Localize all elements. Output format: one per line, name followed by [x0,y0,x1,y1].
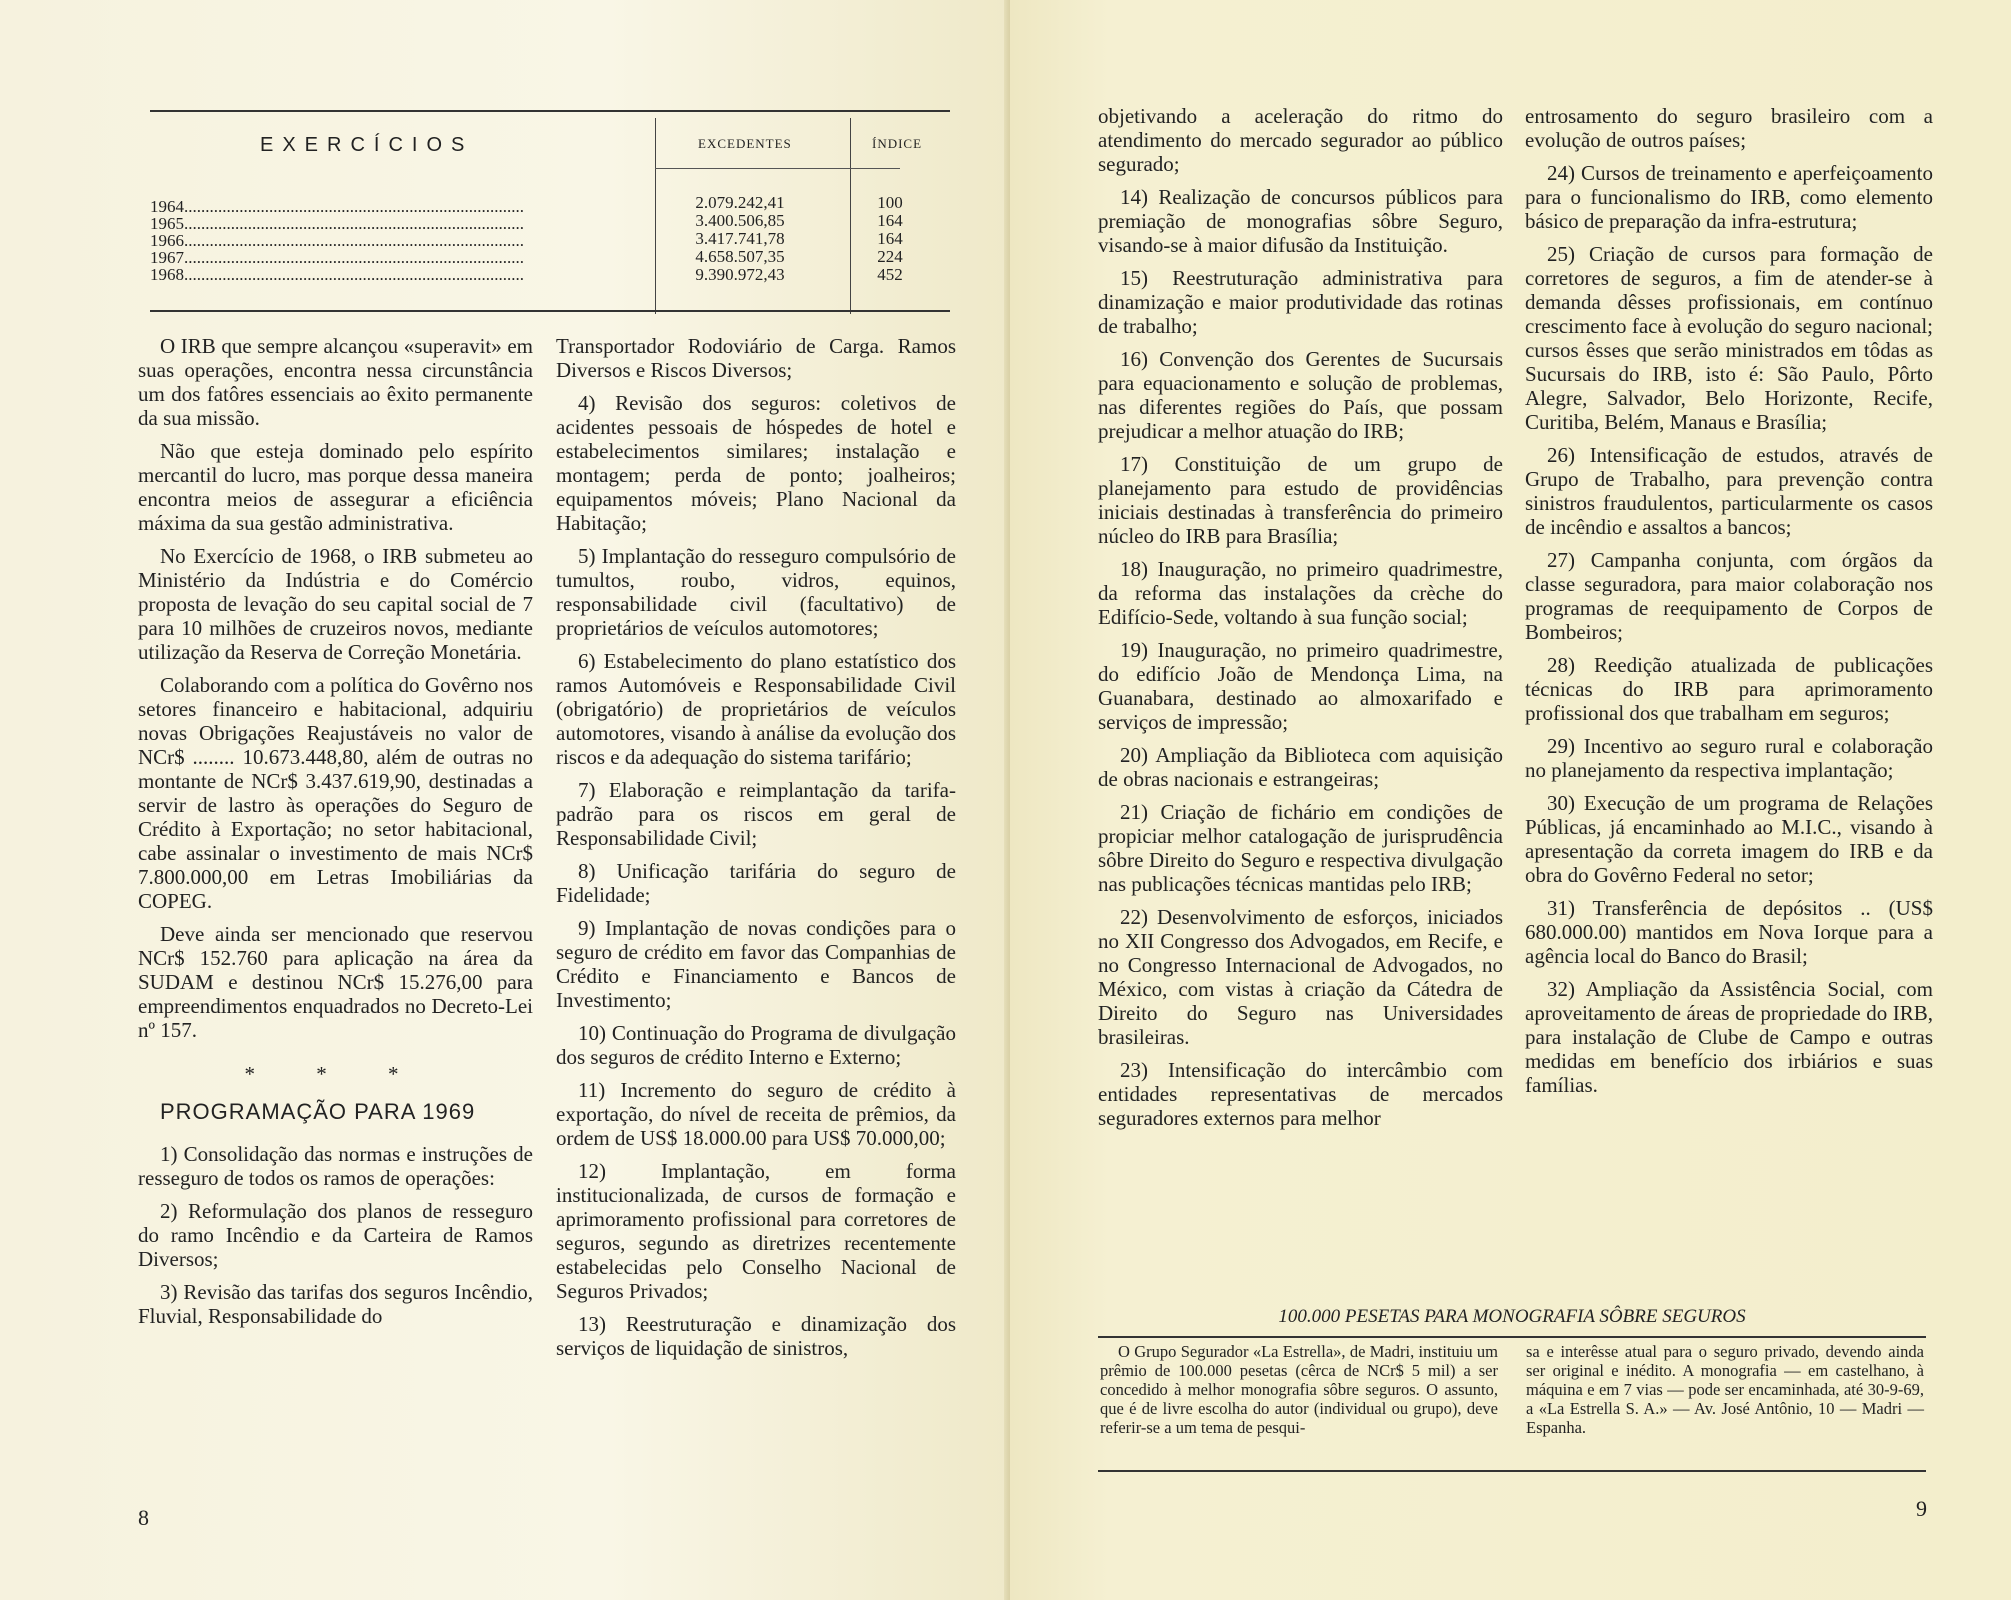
table-bottom-rule [150,310,950,312]
section-heading: PROGRAMAÇÃO PARA 1969 [160,1099,476,1124]
table-top-rule [150,110,950,112]
paragraph: No Exercício de 1968, o IRB submeteu ao Ministério da Indústria e do Comércio proposta de levação do seu capital social de 7 para 10 milhões de cruzeiros novos, mediante utilização da Reserva de Correção Monetária. [138,544,533,664]
list-item: 20) Ampliação da Biblioteca com aquisição de obras nacionais e estrangeiras; [1098,743,1503,791]
left-column-1 [138,334,533,1337]
left-column-2 [556,334,956,1369]
list-item: 3) Revisão das tarifas dos seguros Incêndio, Fluvial, Responsabilidade do [138,1280,533,1328]
paragraph-continuation: sa e interêsse atual para o seguro privado, devendo ainda ser original e inédito. A monografia — em castelhano, à máquina e em 7 vias — pode ser encaminhada, até 30-9-69, a «La Estrella S. A.» — Av. José Antônio, 10 — Madri — Espanha. [1526,1342,1924,1437]
right-column-2 [1525,104,1933,1106]
excedentes-column [670,194,810,284]
header-exercicios: EXERCÍCIOS [260,134,474,156]
paragraph: Deve ainda ser mencionado que reservou NCr$ 152.760 para aplicação na área da SUDAM e destinou NCr$ 15.276,00 para empreendimentos enquadrados no Decreto-Lei nº 157. [138,922,533,1042]
table-cell-indice: 452 [877,265,903,284]
list-item: 14) Realização de concursos públicos para premiação de monografias sôbre Seguro, visando-se à maior difusão da Instituição. [1098,185,1503,257]
table-row-year: 1967................................................................................ [150,249,524,266]
list-item: 5) Implantação do resseguro compulsório de tumultos, roubo, vidros, equinos, responsabilidade civil (facultativo) de proprietários de veículos automotores; [556,544,956,640]
indice-column [850,194,930,284]
list-item: 6) Estabelecimento do plano estatístico dos ramos Automóveis e Responsabilidade Civil (obrigatório) de proprietários de veículos automotores, visando à análise da evolução dos riscos e da adequação do sistema tarifário; [556,649,956,769]
news-box-title: 100.000 PESETAS PARA MONOGRAFIA SÔBRE SEGUROS [1278,1306,1746,1327]
table-cell-excedente: 4.658.507,35 [695,247,785,266]
section-separator: * * * [244,1062,427,1086]
table-cell-indice: 164 [877,211,903,230]
table-cell-indice: 224 [877,247,903,266]
list-item: 32) Ampliação da Assistência Social, com aproveitamento de áreas de propriedade do IRB, para instalação de Clube de Campo e outras medidas em benefício dos irbiários e suas famílias. [1525,977,1933,1097]
list-item: 30) Execução de um programa de Relações Públicas, já encaminhado ao M.I.C., visando à apresentação da correta imagem do IRB e da obra do Govêrno Federal no setor; [1525,791,1933,887]
paragraph: O IRB que sempre alcançou «superavit» em suas operações, encontra nessa circunstância um dos fatôres essenciais ao êxito permanente da sua missão. [138,334,533,430]
list-item: 8) Unificação tarifária do seguro de Fidelidade; [556,859,956,907]
news-box-column-left [1100,1342,1498,1437]
years-column [150,198,650,283]
header-underline [655,168,900,169]
list-item: 7) Elaboração e reimplantação da tarifa-padrão para os riscos em geral de Responsabilidade Civil; [556,778,956,850]
list-item: 29) Incentivo ao seguro rural e colaboração no planejamento da respectiva implantação; [1525,734,1933,782]
table-cell-indice: 164 [877,229,903,248]
list-item: 24) Cursos de treinamento e aperfeiçoamento para o funcionalismo do IRB, como elemento básico de preparação da infra-estrutura; [1525,161,1933,233]
list-item: 18) Inauguração, no primeiro quadrimestre, da reforma das instalações da crèche do Edifício-Sede, voltando à sua função social; [1098,557,1503,629]
list-item: 19) Inauguração, no primeiro quadrimestre, do edifício João de Mendonça Lima, na Guanabara, destinado ao almoxarifado e serviços de impressão; [1098,638,1503,734]
list-item: 16) Convenção dos Gerentes de Sucursais para equacionamento e solução de problemas, nas diferentes regiões do País, que possam prejudicar a melhor atuação do IRB; [1098,347,1503,443]
list-item: 25) Criação de cursos para formação de corretores de seguros, a fim de atender-se à demanda dêsses profissionais, em contínuo crescimento face à evolução do seguro nacional; cursos êsses que serão ministrados em tôdas as Sucursais do IRB, isto é: São Paulo, Pôrto Alegre, Salvador, Belo Horizonte, Recife, Curitiba, Belém, Manaus e Brasília; [1525,242,1933,434]
list-item: 31) Transferência de depósitos .. (US$ 680.000.00) mantidos em Nova Iorque para a agência local do Banco do Brasil; [1525,896,1933,968]
table-cell-excedente: 3.400.506,85 [695,211,785,230]
list-item: 27) Campanha conjunta, com órgãos da classe seguradora, para maior colaboração nos programas de reequipamento de Corpos de Bombeiros; [1525,548,1933,644]
paragraph-continuation: Transportador Rodoviário de Carga. Ramos Diversos e Riscos Diversos; [556,334,956,382]
list-item: 12) Implantação, em forma institucionalizada, de cursos de formação e aprimoramento profissional para corretores de seguros, segundo as diretrizes recentemente estabelecidas pelo Conselho Nacional de Seguros Privados; [556,1159,956,1303]
list-item: 21) Criação de fichário em condições de propiciar melhor catalogação de jurisprudência sôbre Direito do Seguro e respectiva divulgação nas publicações técnicas mantidas pelo IRB; [1098,800,1503,896]
table-divider [655,118,656,314]
list-item: 28) Reedição atualizada de publicações técnicas do IRB para aprimoramento profissional dos que trabalham em seguros; [1525,653,1933,725]
list-item: 26) Intensificação de estudos, através de Grupo de Trabalho, para prevenção contra sinistros fraudulentos, particularmente os casos de incêndio e assaltos a bancos; [1525,443,1933,539]
table-cell-excedente: 2.079.242,41 [695,193,785,212]
table-cell-excedente: 3.417.741,78 [695,229,785,248]
list-item: 9) Implantação de novas condições para o seguro de crédito em favor das Companhias de Crédito e Financiamento e Bancos de Investimento; [556,916,956,1012]
list-item: 1) Consolidação das normas e instruções de resseguro de todos os ramos de operações: [138,1142,533,1190]
list-item: 17) Constituição de um grupo de planejamento para estudo de providências iniciais destinadas à transferência do primeiro núcleo do IRB para Brasília; [1098,452,1503,548]
paragraph: Não que esteja dominado pelo espírito mercantil do lucro, mas porque dessa maneira encontra meios de assegurar a eficiência máxima da sua gestão administrativa. [138,439,533,535]
page-number-right: 9 [1916,1496,1927,1521]
header-indice: ÍNDICE [872,136,923,151]
paragraph-continuation: entrosamento do seguro brasileiro com a evolução de outros países; [1525,104,1933,152]
list-item: 11) Incremento do seguro de crédito à exportação, do nível de receita de prêmios, da ordem de US$ 18.000.00 para US$ 70.000,00; [556,1078,956,1150]
news-box [1098,1306,1926,1471]
news-box-top-rule [1098,1336,1926,1338]
news-box-bottom-rule [1098,1470,1926,1472]
header-excedentes: EXCEDENTES [698,136,792,151]
list-item: 22) Desenvolvimento de esforços, iniciados no XII Congresso dos Advogados, em Recife, e no Congresso Internacional de Advogados, no México, com vistas à criação da Cátedra de Direito do Seguro nas Universidades brasileiras. [1098,905,1503,1049]
list-item: 23) Intensificação do intercâmbio com entidades representativas de mercados seguradores externos para melhor [1098,1058,1503,1130]
table-row-year: 1968................................................................................ [150,266,524,283]
table-row-year: 1966................................................................................ [150,232,524,249]
excedentes-table [150,110,950,315]
list-item: 15) Reestruturação administrativa para dinamização e maior produtividade das rotinas de trabalho; [1098,266,1503,338]
table-row-year: 1964................................................................................ [150,198,524,215]
paragraph-continuation: objetivando a aceleração do ritmo do atendimento do mercado segurador ao público segurado; [1098,104,1503,176]
paragraph: Colaborando com a política do Govêrno nos setores financeiro e habitacional, adquiriu novas Obrigações Reajustáveis no valor de NCr$ ........ 10.673.448,80, além de outras no montante de NCr$ 3.437.619,90, destinadas a servir de lastro às operações do Seguro de Crédito à Exportação; no setor habitacional, cabe assinalar o investimento de mais NCr$ 7.800.000,00 em Letras Imobiliárias da COPEG. [138,673,533,913]
right-column-1 [1098,104,1503,1139]
table-cell-excedente: 9.390.972,43 [695,265,785,284]
list-item: 4) Revisão dos seguros: coletivos de acidentes pessoais de hóspedes de hotel e estabelecimentos similares; instalação e montagem; perda de ponto; joalheiros; equipamentos móveis; Plano Nacional da Habitação; [556,391,956,535]
list-item: 13) Reestruturação e dinamização dos serviços de liquidação de sinistros, [556,1312,956,1360]
list-item: 2) Reformulação dos planos de resseguro do ramo Incêndio e da Carteira de Ramos Diversos; [138,1199,533,1271]
news-box-column-right [1526,1342,1924,1437]
table-cell-indice: 100 [877,193,903,212]
list-item: 10) Continuação do Programa de divulgação dos seguros de crédito Interno e Externo; [556,1021,956,1069]
paragraph: O Grupo Segurador «La Estrella», de Madri, instituiu um prêmio de 100.000 pesetas (cêrca de NCr$ 5 mil) a ser concedido à melhor monografia sôbre seguros. O assunto, que é de livre escolha do autor (individual ou grupo), deve referir-se a um tema de pesqui- [1100,1342,1498,1437]
page-number-left: 8 [138,1505,149,1530]
table-row-year: 1965................................................................................ [150,215,524,232]
